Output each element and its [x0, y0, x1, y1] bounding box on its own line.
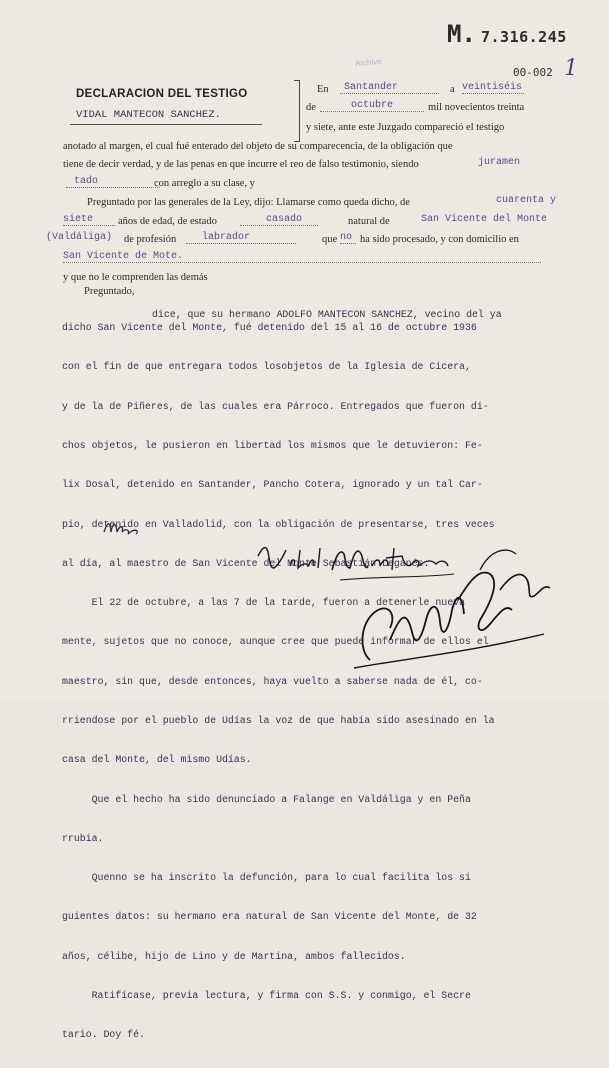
faint-stamp: Archivo: [354, 57, 382, 68]
domicile-value: San Vicente de Mote.: [63, 251, 541, 263]
statement-line: años, célibe, hijo de Lino y de Martina, ambos fallecidos.: [62, 950, 406, 962]
oath-value-b: tado: [66, 176, 160, 188]
statement-line: y de la de Piñeres, de las cuales era Párroco. Entregados que fueron di-: [62, 400, 489, 412]
form-line-6: con arreglo a su clase, y: [154, 178, 255, 189]
initials-signature: [100, 514, 150, 540]
form-line-7: Preguntado por las generales de la Ley, dijo: Llamarse como queda dicho, de: [87, 197, 410, 208]
form-a: a: [450, 84, 455, 95]
age-value-b: siete: [63, 214, 115, 226]
province-value: (Valdáliga): [46, 232, 113, 243]
reference-prefix: M.: [447, 20, 476, 48]
form-line-3: y siete, ante este Juzgado compareció el testigo: [306, 122, 505, 133]
profession-value: labrador: [186, 232, 296, 244]
form-line-5: tiene de decir verdad, y de las penas en que incurre el reo de falso testimonio, siendo: [63, 159, 419, 170]
processed-value: no: [340, 232, 356, 244]
sub-reference: 00-002: [513, 66, 553, 79]
statement-line: al día, al maestro de San Vicente del Monte Sebastián Leganés.: [62, 557, 430, 569]
statement-line: Que el hecho ha sido denunciado a Falange en Valdáliga y en Peña: [62, 793, 471, 805]
city-value: Santander: [340, 82, 439, 94]
statement-line: rriendose por el pueblo de Udías la voz de que había sido asesinado en la: [62, 715, 495, 726]
age-value-a: cuarenta y: [496, 195, 557, 206]
statement-line: El 22 de octubre, a las 7 de la tarde, fueron a detenerle nueva: [62, 597, 465, 609]
form-en: En: [317, 84, 329, 95]
sub-reference-handwritten: 1: [564, 56, 578, 81]
statement-line: dice, que su hermano ADOLFO MANTECON SANCHEZ, vecino del ya: [152, 309, 502, 321]
form-line-8b: natural de: [348, 216, 390, 227]
statement-line: con el fin de que entregara todos losobjetos de la Iglesia de Cicera,: [62, 361, 471, 373]
form-line-9b: que: [322, 234, 338, 245]
birthplace-value: San Vicente del Monte: [421, 214, 548, 225]
statement-line: guientes datos: su hermano era natural de San Vicente del Monte, de 32: [62, 911, 477, 923]
reference-number: 7.316.245: [481, 28, 567, 46]
preguntado-label: Preguntado,: [84, 286, 135, 297]
statement-line: pio, detenido en Valladolid, con la obligación de presentarse, tres veces: [62, 518, 495, 530]
statement-line: Quenno se ha inscrito la defunción, para lo cual facilita los si: [62, 872, 471, 884]
official-signature: [330, 540, 570, 680]
day-value: veintiséis: [462, 82, 523, 93]
statement-line: maestro, sin que, desde entonces, haya vuelto a saberse nada de él, co-: [62, 675, 483, 687]
declaration-title: DECLARACION DEL TESTIGO: [76, 88, 248, 100]
statement-line: tario. Doy fé.: [62, 1029, 145, 1041]
oath-value-a: juramen: [478, 157, 521, 168]
status-value: casado: [240, 214, 318, 226]
statement-line: chos objetos, le pusieron en libertad los mismos que le detuvieron: Fe-: [62, 440, 483, 452]
statement-line: lix Dosal, detenido en Santander, Pancho Cotera, ignorado y un tal Car-: [62, 479, 483, 491]
statement-body-rest: [62, 295, 562, 1068]
title-bracket: [294, 80, 300, 142]
form-line-8a: años de edad, de estado: [118, 216, 217, 227]
name-underline: [70, 124, 262, 125]
statement-line: mente, sujetos que no conoce, aunque cree que puede informar de ellos el: [62, 636, 489, 648]
form-line-9c: ha sido procesado, y con domicilio en: [360, 234, 519, 245]
statement-line: Ratifícase, previa lectura, y firma con S.S. y conmigo, el Secre: [62, 989, 471, 1001]
statement-line: casa del Monte, del mismo Udías.: [62, 754, 252, 766]
form-de: de: [306, 102, 316, 113]
statement-line: rrubia.: [62, 832, 104, 844]
form-line-10: y que no le comprenden las demás: [63, 272, 208, 283]
statement-line: dicho San Vicente del Monte, fué detenido del 15 al 16 de octubre 1936: [62, 322, 477, 334]
month-value: octubre: [320, 100, 424, 112]
year-text: mil novecientos treinta: [428, 102, 525, 113]
witness-name: VIDAL MANTECON SANCHEZ.: [76, 109, 221, 121]
form-line-9a: de profesión: [124, 234, 177, 245]
form-line-4: anotado al margen, el cual fué enterado del objeto de su comparecencia, de la obligación que: [63, 141, 453, 152]
